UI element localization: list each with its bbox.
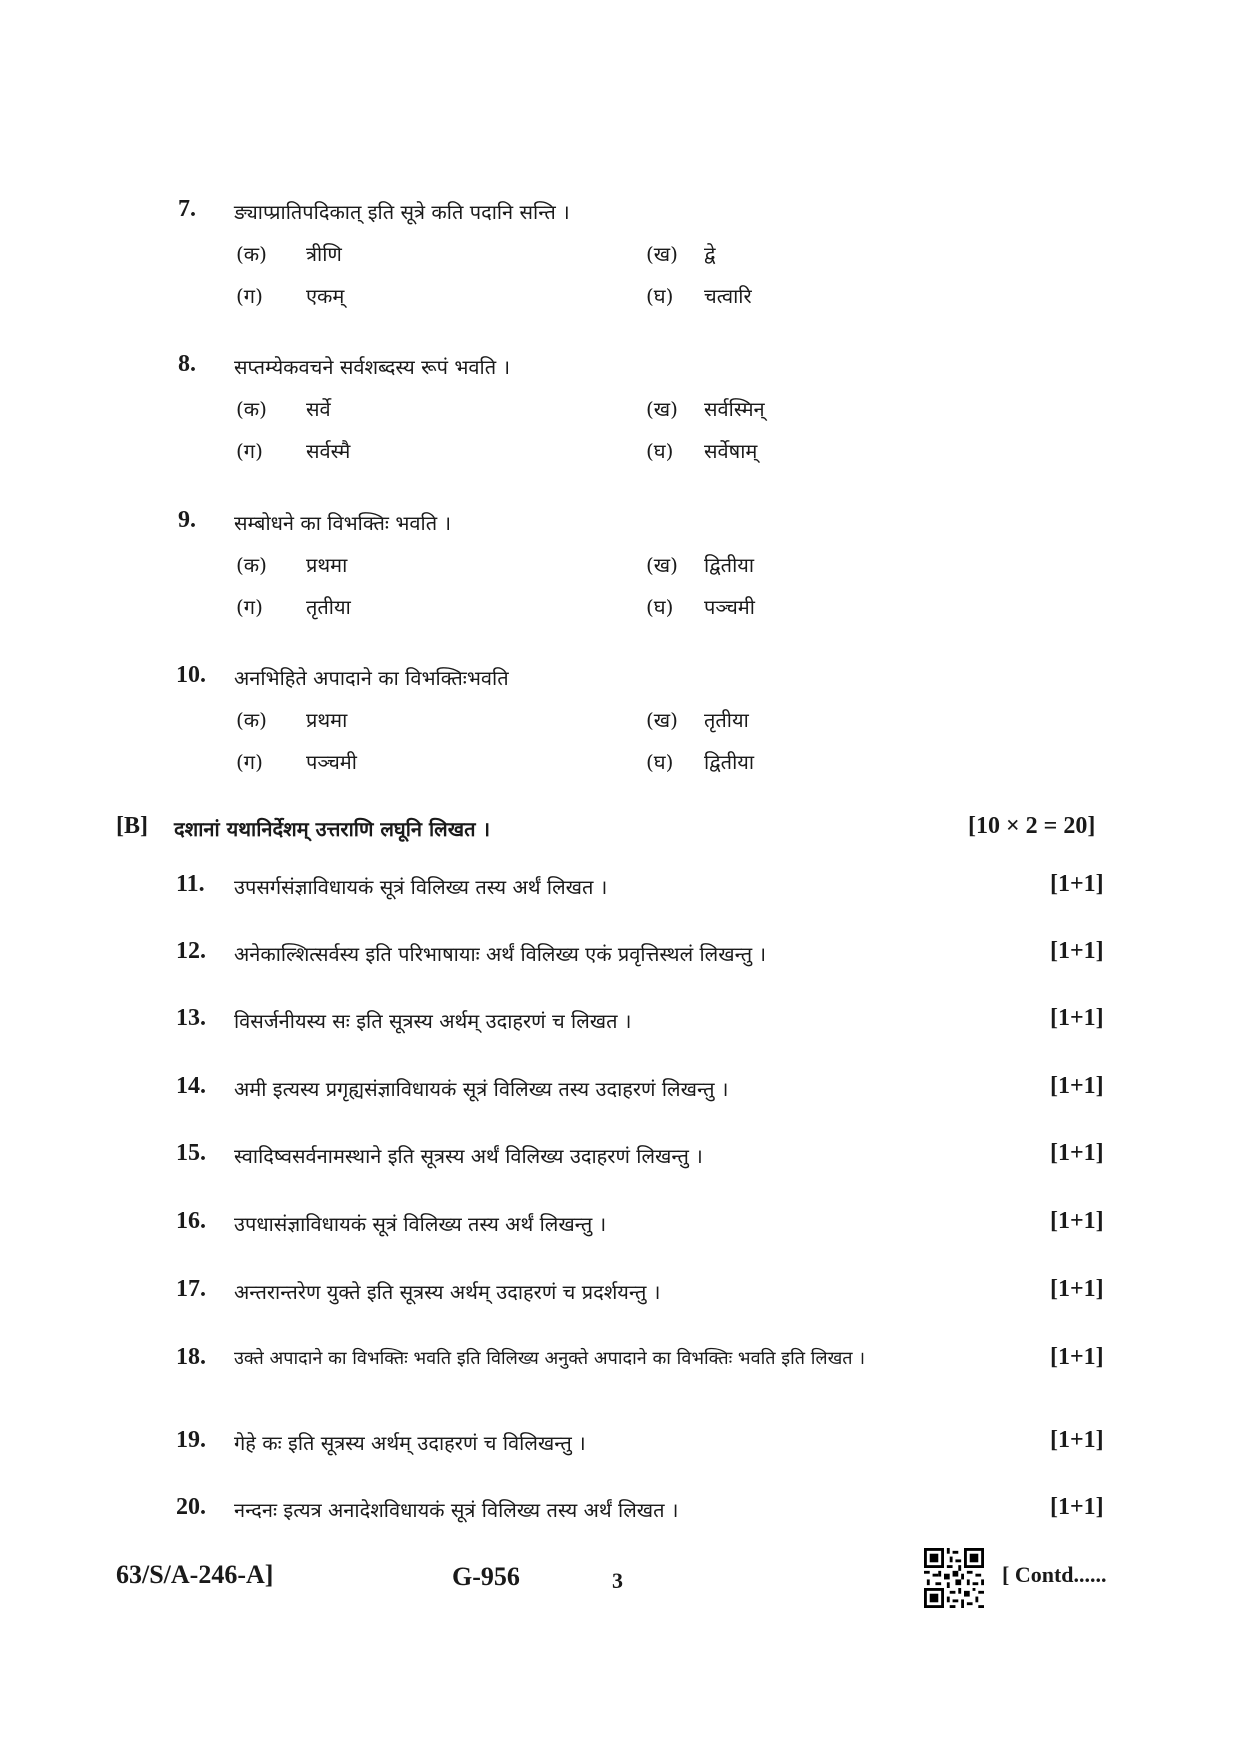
- question-number: 12.: [176, 938, 206, 964]
- option-label: (ग): [236, 595, 263, 619]
- option-text: प्रथमा: [306, 553, 348, 577]
- question-text: स्वादिष्वसर्वनामस्थाने इति सूत्रस्य अर्थं विलिख्य उदाहरणं लिखन्तु ।: [234, 1144, 703, 1168]
- question-marks: [1+1]: [1050, 1005, 1104, 1031]
- option-text: सर्वस्मिन्: [704, 397, 765, 421]
- question-marks: [1+1]: [1050, 938, 1104, 964]
- question-number: 17.: [176, 1276, 206, 1302]
- question-number: 7.: [178, 196, 196, 222]
- option-text: सर्वस्मै: [306, 439, 351, 463]
- section-marks: [10 × 2 = 20]: [968, 813, 1096, 839]
- question-text: सप्तम्येकवचने सर्वशब्दस्य रूपं भवति ।: [234, 355, 511, 379]
- option-text: सर्वे: [306, 397, 331, 421]
- question-number: 18.: [176, 1344, 206, 1370]
- option-text: तृतीया: [704, 708, 749, 732]
- option-label: (ख): [646, 708, 678, 732]
- option-label: (घ): [646, 284, 674, 308]
- question-number: 20.: [176, 1494, 206, 1520]
- question-text: उपसर्गसंज्ञाविधायकं सूत्रं विलिख्य तस्य अर्थं लिखत ।: [234, 875, 608, 899]
- question-text: नन्दनः इत्यत्र अनादेशविधायकं सूत्रं विलिख्य तस्य अर्थं लिखत ।: [234, 1498, 679, 1522]
- option-label: (ख): [646, 553, 678, 577]
- question-number: 14.: [176, 1073, 206, 1099]
- question-marks: [1+1]: [1050, 1427, 1104, 1453]
- option-label: (ग): [236, 284, 263, 308]
- option-label: (ख): [646, 242, 678, 266]
- continued-label: [ Contd......: [1002, 1562, 1107, 1587]
- question-number: 13.: [176, 1005, 206, 1031]
- option-text: सर्वेषाम्: [704, 439, 758, 463]
- question-text: अनभिहिते अपादाने का विभक्तिःभवति: [234, 666, 509, 690]
- question-number: 11.: [176, 871, 205, 897]
- series-code: G-956: [452, 1562, 520, 1591]
- question-number: 9.: [178, 507, 196, 533]
- question-number: 15.: [176, 1140, 206, 1166]
- question-number: 16.: [176, 1208, 206, 1234]
- question-text: अनेकाल्शित्सर्वस्य इति परिभाषायाः अर्थं विलिख्य एकं प्रवृत्तिस्थलं लिखन्तु ।: [234, 942, 767, 966]
- page-number: 3: [612, 1568, 623, 1593]
- question-text: विसर्जनीयस्य सः इति सूत्रस्य अर्थम् उदाहरणं च लिखत ।: [234, 1009, 632, 1033]
- question-marks: [1+1]: [1050, 1073, 1104, 1099]
- option-label: (ख): [646, 397, 678, 421]
- option-label: (घ): [646, 750, 674, 774]
- option-label: (ग): [236, 750, 263, 774]
- paper-code: 63/S/A-246-A]: [116, 1560, 274, 1589]
- question-text: अन्तरान्तरेण युक्ते इति सूत्रस्य अर्थम् उदाहरणं च प्रदर्शयन्तु ।: [234, 1280, 661, 1304]
- option-label: (क): [236, 242, 267, 266]
- option-text: एकम्: [306, 284, 345, 308]
- option-text: द्वितीया: [704, 750, 755, 774]
- question-marks: [1+1]: [1050, 1276, 1104, 1302]
- question-marks: [1+1]: [1050, 871, 1104, 897]
- question-text: अमी इत्यस्य प्रगृह्यसंज्ञाविधायकं सूत्रं विलिख्य तस्य उदाहरणं लिखन्तु ।: [234, 1077, 729, 1101]
- option-label: (क): [236, 553, 267, 577]
- option-label: (घ): [646, 439, 674, 463]
- option-label: (क): [236, 708, 267, 732]
- qr-code-icon: [924, 1548, 984, 1608]
- question-number: 10.: [176, 662, 206, 688]
- question-number: 8.: [178, 351, 196, 377]
- question-text: गेहे कः इति सूत्रस्य अर्थम् उदाहरणं च विलिखन्तु ।: [234, 1431, 586, 1455]
- question-marks: [1+1]: [1050, 1208, 1104, 1234]
- option-text: प्रथमा: [306, 708, 348, 732]
- section-title: दशानां यथानिर्देशम् उत्तराणि लघूनि लिखत ।: [174, 817, 491, 841]
- option-label: (क): [236, 397, 267, 421]
- option-text: द्वे: [704, 242, 716, 266]
- section-label: [B]: [116, 813, 148, 839]
- option-label: (ग): [236, 439, 263, 463]
- option-text: पञ्चमी: [306, 750, 357, 774]
- question-text: उपधासंज्ञाविधायकं सूत्रं विलिख्य तस्य अर्थं लिखन्तु ।: [234, 1212, 607, 1236]
- option-text: पञ्चमी: [704, 595, 755, 619]
- option-text: त्रीणि: [306, 242, 342, 266]
- option-text: तृतीया: [306, 595, 351, 619]
- option-text: चत्वारि: [704, 284, 752, 308]
- question-marks: [1+1]: [1050, 1344, 1104, 1370]
- question-marks: [1+1]: [1050, 1140, 1104, 1166]
- question-marks: [1+1]: [1050, 1494, 1104, 1520]
- question-text: उक्ते अपादाने का विभक्तिः भवति इति विलिख्य अनुक्ते अपादाने का विभक्तिः भवति इति लिखत ।: [234, 1348, 866, 1369]
- question-number: 19.: [176, 1427, 206, 1453]
- option-label: (घ): [646, 595, 674, 619]
- option-text: द्वितीया: [704, 553, 755, 577]
- question-text: ङ्याप्प्रातिपदिकात् इति सूत्रे कति पदानि सन्ति ।: [234, 200, 570, 224]
- question-text: सम्बोधने का विभक्तिः भवति ।: [234, 511, 452, 535]
